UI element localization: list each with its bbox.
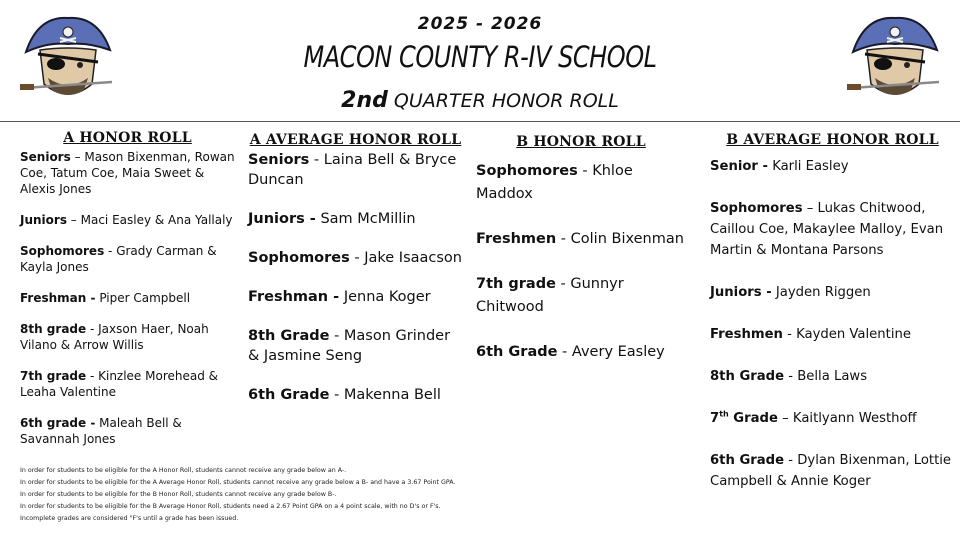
grade-label: Seniors (20, 150, 71, 164)
honor-entry (20, 290, 235, 306)
grade-label: Juniors - (248, 211, 316, 227)
honor-entry (20, 243, 235, 275)
separator: – (66, 213, 81, 227)
student-names: Maleah Bell & Savannah Jones (20, 416, 182, 446)
student-names: Karli Easley (772, 159, 849, 174)
separator: - (784, 369, 798, 384)
a-honor-roll-column (20, 130, 235, 462)
grade-label: 8th Grade (710, 369, 785, 384)
honor-entry (20, 415, 235, 447)
pirate-mascot-icon (845, 12, 945, 104)
honor-entry (710, 450, 955, 492)
honor-entry (248, 150, 463, 190)
student-names: Jayden Riggen (775, 285, 871, 300)
student-names: Sam McMillin (320, 211, 416, 227)
note-line: In order for students to be eligible for the B Honor Roll, students cannot receive any grade below B-. (20, 491, 337, 498)
separator: - (86, 322, 99, 336)
student-names: Mason Bixenman, Rowan Coe, Tatum Coe, Maia Sweet & Alexis Jones (20, 150, 235, 196)
student-names: Gunnyr Chitwood (476, 276, 624, 315)
grade-label: 7th grade (20, 369, 87, 383)
page-title (0, 88, 960, 113)
grade-label: Freshman - (20, 291, 96, 305)
honor-entry (20, 321, 235, 353)
school-year: 2025 - 2026 (417, 14, 543, 34)
separator: - (329, 328, 344, 344)
student-names: Grady Carman & Kayla Jones (20, 244, 217, 274)
grade-label (710, 411, 778, 426)
student-names: Laina Bell & Bryce Duncan (248, 152, 457, 188)
honor-entry (710, 156, 955, 177)
grade-label: 6th Grade (476, 344, 558, 360)
honor-entry (710, 366, 955, 387)
honor-entry (476, 273, 686, 319)
column-heading: A AVERAGE HONOR ROLL (249, 132, 462, 148)
separator: - (349, 250, 365, 266)
student-names: Avery Easley (571, 344, 665, 360)
separator: - (555, 276, 571, 292)
b-average-honor-roll-column (710, 130, 955, 513)
note-line: In order for students to be eligible for the A Average Honor Roll, students cannot receive any grade below a B- and have a 3.67 Point GPA. (20, 479, 456, 486)
column-heading: B HONOR ROLL (516, 134, 646, 150)
student-names: Piper Campbell (99, 291, 191, 305)
honor-entry (248, 287, 463, 307)
grade-label: Juniors - (710, 285, 772, 300)
honor-entry (20, 368, 235, 400)
separator: - (104, 244, 117, 258)
student-names: Makenna Bell (343, 387, 441, 403)
honor-entry (248, 248, 463, 268)
grade-label: Freshmen (710, 327, 783, 342)
student-names: Jaxson Haer, Noah Vilano & Arrow Willis (20, 322, 209, 352)
grade-label: Sophomores (710, 201, 803, 216)
separator: – (777, 411, 793, 426)
honor-entry (710, 282, 955, 303)
student-names: Colin Bixenman (570, 231, 684, 247)
grade-word: Grade (728, 411, 778, 426)
student-names: Maci Easley & Ana Yallaly (80, 213, 233, 227)
separator: - (309, 152, 324, 168)
grade-number: 7 (710, 411, 720, 426)
honor-entry (20, 149, 235, 197)
student-names: Mason Grinder & Jasmine Seng (248, 328, 451, 364)
grade-label: 6th grade - (20, 416, 96, 430)
grade-suffix: th (719, 409, 729, 419)
honor-entry (476, 341, 686, 364)
header-divider (0, 121, 960, 122)
column-heading: B AVERAGE HONOR ROLL (726, 132, 939, 148)
honor-entry (710, 408, 955, 429)
student-names: Jake Isaacson (364, 250, 462, 266)
grade-label: Freshman - (248, 289, 340, 305)
separator: - (577, 163, 593, 179)
grade-label: Senior - (710, 159, 768, 174)
separator: - (556, 231, 571, 247)
grade-label: 8th grade (20, 322, 87, 336)
grade-label: 6th Grade (248, 387, 330, 403)
student-names: Kaitlyann Westhoff (792, 411, 917, 426)
note-line: In order for students to be eligible for the B Average Honor Roll, students need a 2.67 Point GPA on a 4 point scale, with no D's or F's. (20, 503, 441, 510)
grade-label: Sophomores (248, 250, 350, 266)
honor-entry (248, 209, 463, 229)
grade-label: 7th grade (476, 276, 556, 292)
honor-entry (20, 212, 235, 228)
a-average-honor-roll-column (248, 130, 463, 424)
grade-label: Seniors (248, 152, 310, 168)
separator: - (782, 327, 797, 342)
grade-label: 6th Grade (710, 453, 785, 468)
student-names: Jenna Koger (343, 289, 431, 305)
eligibility-notes (20, 465, 580, 525)
grade-label: 8th Grade (248, 328, 330, 344)
separator: - (329, 387, 344, 403)
student-names: Kayden Valentine (796, 327, 911, 342)
note-line: In order for students to be eligible for the A Honor Roll, students cannot receive any grade below an A-. (20, 467, 347, 474)
header (0, 0, 960, 122)
separator: - (86, 369, 99, 383)
student-names: Kinzlee Morehead & Leaha Valentine (20, 369, 219, 399)
student-names: Bella Laws (797, 369, 868, 384)
student-names: Khloe Maddox (476, 163, 633, 202)
grade-label: Sophomores (20, 244, 105, 258)
student-names: Lukas Chitwood, Caillou Coe, Makaylee Malloy, Evan Martin & Montana Parsons (710, 201, 944, 258)
separator: - (557, 344, 572, 360)
note-line: Incomplete grades are considered "F's until a grade has been issued. (20, 515, 239, 522)
quarter-number: 2nd (341, 88, 388, 113)
honor-entry (710, 324, 955, 345)
honor-entry (248, 326, 463, 366)
honor-entry (710, 198, 955, 261)
honor-entry (248, 385, 463, 405)
school-name: MACON COUNTY R-IV SCHOOL (303, 40, 657, 74)
b-honor-roll-column (476, 130, 686, 386)
honor-entry (476, 228, 686, 251)
grade-label: Sophomores (476, 163, 578, 179)
quarter-title: QUARTER HONOR ROLL (393, 90, 619, 112)
honor-entry (476, 160, 686, 206)
grade-label: Freshmen (476, 231, 557, 247)
grade-label: Juniors (20, 213, 67, 227)
separator: – (70, 150, 85, 164)
student-names: Dylan Bixenman, Lottie Campbell & Annie Koger (710, 453, 952, 489)
separator: - (784, 453, 798, 468)
separator: – (802, 201, 818, 216)
column-heading: A HONOR ROLL (63, 130, 192, 146)
